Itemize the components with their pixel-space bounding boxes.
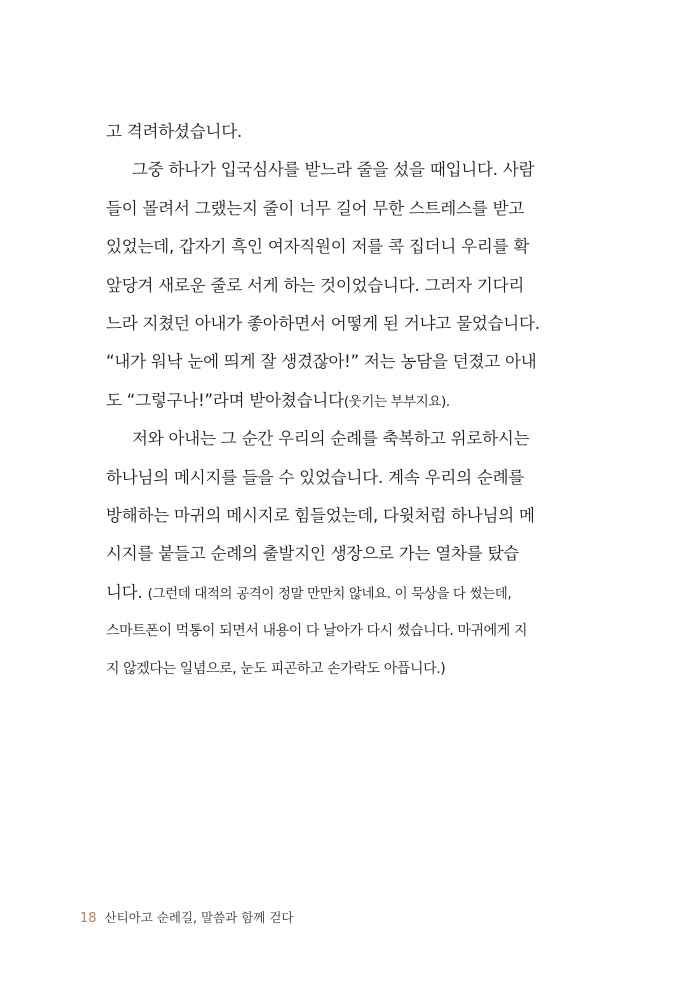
text-line-13-aside: (그런데 대적의 공격이 정말 만만치 않네요. 이 묵상을 다 썼는데, [147, 585, 512, 602]
text-line-13-main: 니다. [106, 582, 148, 602]
text-line-12: 시지를 붙들고 순례의 출발지인 생장으로 가는 열차를 탔습 [106, 544, 520, 564]
text-line-2: 그중 하나가 입국심사를 받느라 줄을 섰을 때입니다. 사람 [132, 160, 535, 180]
text-line-5: 앞당겨 새로운 줄로 서게 하는 것이었습니다. 그러자 기다리 [106, 275, 525, 295]
book-title: 산티아고 순례길, 말씀과 함께 걷다 [104, 910, 294, 925]
text-line-1: 고 격려하셨습니다. [106, 122, 243, 141]
page-footer [80, 910, 293, 927]
text-line-10: 하나님의 메시지를 들을 수 있었습니다. 계속 우리의 순례를 [106, 467, 525, 487]
text-line-8 [106, 382, 568, 420]
text-line-13 [106, 574, 568, 612]
text-line-11: 방해하는 마귀의 메시지로 힘들었는데, 다윗처럼 하나님의 메 [106, 505, 535, 525]
text-line-8-main: 도 “그렇구나!”라며 받아쳤습니다 [106, 390, 344, 410]
body-text [106, 113, 568, 689]
text-line-14: 스마트폰이 먹통이 되면서 내용이 다 날아가 다시 썼습니다. 마귀에게 지 [106, 623, 528, 640]
text-line-4: 있었는데, 갑자기 흑인 여자직원이 저를 콕 집더니 우리를 확 [106, 237, 530, 257]
text-line-6: 느라 지쳤던 아내가 좋아하면서 어떻게 된 거냐고 물었습니다. [106, 313, 540, 333]
text-line-8-aside: (웃기는 부부지요). [343, 393, 450, 410]
text-line-15: 지 않겠다는 일념으로, 눈도 피곤하고 손가락도 아픕니다.) [106, 661, 446, 678]
text-line-3: 들이 몰려서 그랬는지 줄이 너무 길어 무한 스트레스를 받고 [106, 198, 525, 218]
page-number: 18 [80, 911, 97, 926]
text-line-9: 저와 아내는 그 순간 우리의 순례를 축복하고 위로하시는 [132, 429, 530, 449]
text-line-7: “내가 워낙 눈에 띄게 잘 생겼잖아!” 저는 농담을 던졌고 아내 [106, 352, 537, 372]
